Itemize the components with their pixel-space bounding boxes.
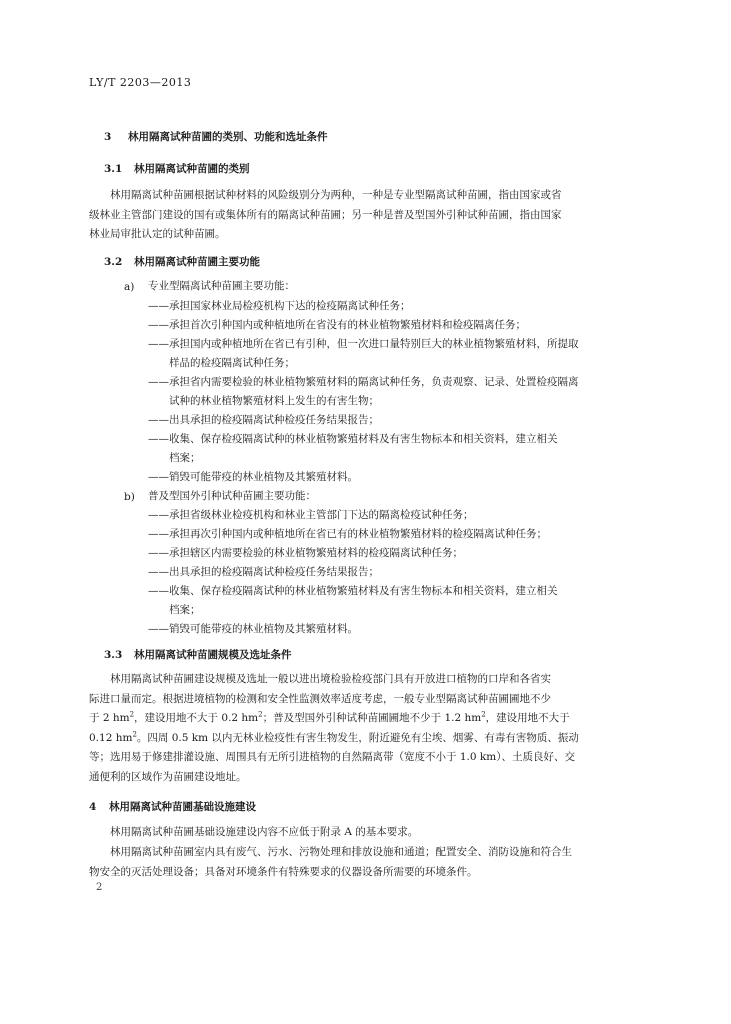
- paragraph-line: [89, 709, 637, 729]
- text-fragment: 0.12 hm: [89, 731, 133, 744]
- superscript: 2: [129, 710, 135, 719]
- paragraph-line: 级林业主管部门建设的国有或集体所有的隔离试种苗圃；另一种是普及型国外引种试种苗圃，指由国家: [89, 208, 562, 221]
- list-item: ——承担再次引种国内或种植地所在省已有的林业植物繁殖材料的检疫隔离试种任务；: [148, 528, 547, 540]
- list-item-continuation: 档案；: [169, 452, 201, 464]
- list-item-continuation: 试种的林业植物繁殖材料上发生的有害生物；: [169, 395, 379, 407]
- paragraph-line: 通便利的区域作为苗圃建设地址。: [89, 770, 247, 783]
- paragraph-line: 林用隔离试种苗圃室内具有废气、污水、污物处理和排放设施和通道；配置安全、消防设施和符合生: [110, 846, 572, 858]
- section-title: 林用隔离试种苗圃的类别、功能和选址条件: [128, 131, 328, 143]
- superscript: 2: [481, 710, 486, 719]
- list-item: ——承担省内需要检验的林业植物繁殖材料的隔离试种任务，负责观察、记录、处置检疫隔离: [148, 376, 579, 388]
- page-number: 2: [96, 882, 103, 893]
- superscript: 2: [132, 730, 137, 738]
- list-label-a: a): [124, 281, 135, 293]
- paragraph-line: 物安全的灭活处理设备；具备对环境条件有特殊要求的仪器设备所需要的环境条件。: [89, 865, 478, 878]
- section-3-3-heading: [104, 647, 292, 662]
- text-fragment: ；普及型国外引种试种苗圃圃地不少于 1.2 hm: [262, 712, 482, 724]
- list-item: ——承担辖区内需要检验的林业植物繁殖材料的检疫隔离试种任务；: [148, 547, 463, 559]
- list-item: ——承担国内或种植地所在省已有引种，但一次进口量特别巨大的林业植物繁殖材料，所提取: [148, 338, 579, 350]
- section-title: 林用隔离试种苗圃主要功能: [134, 256, 260, 268]
- paragraph-line: 林用隔离试种苗圃基础设施建设内容不应低于附录 A 的基本要求。: [110, 826, 419, 838]
- section-number: 3.3: [104, 649, 123, 661]
- section-title: 林用隔离试种苗圃规模及选址条件: [134, 649, 292, 661]
- list-item: ——收集、保存检疫隔离试种的林业植物繁殖材料及有害生物标本和相关资料，建立相关: [148, 433, 558, 445]
- section-number: 4: [89, 801, 97, 813]
- section-title: 林用隔离试种苗圃的类别: [134, 163, 250, 175]
- paragraph-line: 林用隔离试种苗圃根据试种材料的风险级别分为两种，一种是专业型隔离试种苗圃，指由国家或省: [110, 189, 562, 201]
- paragraph-line: 林业局审批认定的试种苗圃。: [89, 228, 226, 240]
- section-number: 3: [104, 131, 112, 143]
- list-item-continuation: 样品的检疫隔离试种任务；: [169, 357, 295, 369]
- list-item: ——承担省级林业检疫机构和林业主管部门下达的隔离检疫试种任务；: [148, 509, 474, 521]
- list-item: ——销毁可能带疫的林业植物及其繁殖材料。: [148, 471, 358, 483]
- text-fragment: ，建设用地不大于 0.2 hm: [134, 712, 259, 724]
- paragraph-line: 际进口量而定。根据进境植物的检测和安全性监测效率适度考虑，一般专业型隔离试种苗圃圃地不少: [89, 692, 551, 705]
- list-item: ——收集、保存检疫隔离试种的林业植物繁殖材料及有害生物标本和相关资料，建立相关: [148, 585, 558, 597]
- section-3-heading: [104, 129, 328, 144]
- section-title: 林用隔离试种苗圃基础设施建设: [109, 801, 256, 813]
- list-item: ——出具承担的检疫隔离试种检疫任务结果报告；: [148, 566, 379, 578]
- section-4-heading: [89, 799, 256, 814]
- section-number: 3.2: [104, 256, 123, 268]
- text-fragment: ，建设用地不大于: [485, 712, 570, 724]
- list-label-b: b): [124, 491, 135, 503]
- text-fragment: 于 2 hm: [89, 712, 130, 724]
- list-item: ——销毁可能带疫的林业植物及其繁殖材料。: [148, 623, 358, 635]
- text-fragment: 。四周 0.5 km 以内无林业检疫性有害生物发生，附近避免有尘埃、烟雾、有毒有害物质、振动: [136, 731, 579, 744]
- list-item: ——承担国家林业局检疫机构下达的检疫隔离试种任务；: [148, 300, 411, 312]
- list-item: ——承担首次引种国内或种植地所在省没有的林业植物繁殖材料和检疫隔离任务；: [148, 319, 526, 331]
- list-item: ——出具承担的检疫隔离试种检疫任务结果报告；: [148, 414, 379, 426]
- list-b-title: 普及型国外引种试种苗圃主要功能：: [148, 490, 316, 502]
- section-number: 3.1: [104, 163, 123, 175]
- section-3-1-heading: [104, 161, 250, 176]
- standard-code: LY/T 2203—2013: [89, 76, 192, 89]
- paragraph-line: 等；选用易于修建排灌设施、周围具有无所引进植物的自然隔离带（宽度不小于 1.0 km）、土质良好、交: [89, 751, 575, 763]
- superscript: 2: [258, 710, 263, 719]
- section-4-paragraph-1: [89, 823, 637, 843]
- list-a-title: 专业型隔离试种苗圃主要功能：: [148, 280, 295, 292]
- section-3-3-paragraph: [89, 670, 637, 787]
- paragraph-line: 林用隔离试种苗圃建设规模及选址一般以进出境检验检疫部门具有开放进口植物的口岸和各省实: [110, 673, 551, 685]
- section-3-2-heading: [104, 254, 260, 269]
- paragraph-line: [89, 729, 637, 749]
- list-item-continuation: 档案；: [169, 604, 201, 616]
- section-4-paragraph-2: [89, 843, 637, 882]
- section-3-1-paragraph: [89, 186, 637, 245]
